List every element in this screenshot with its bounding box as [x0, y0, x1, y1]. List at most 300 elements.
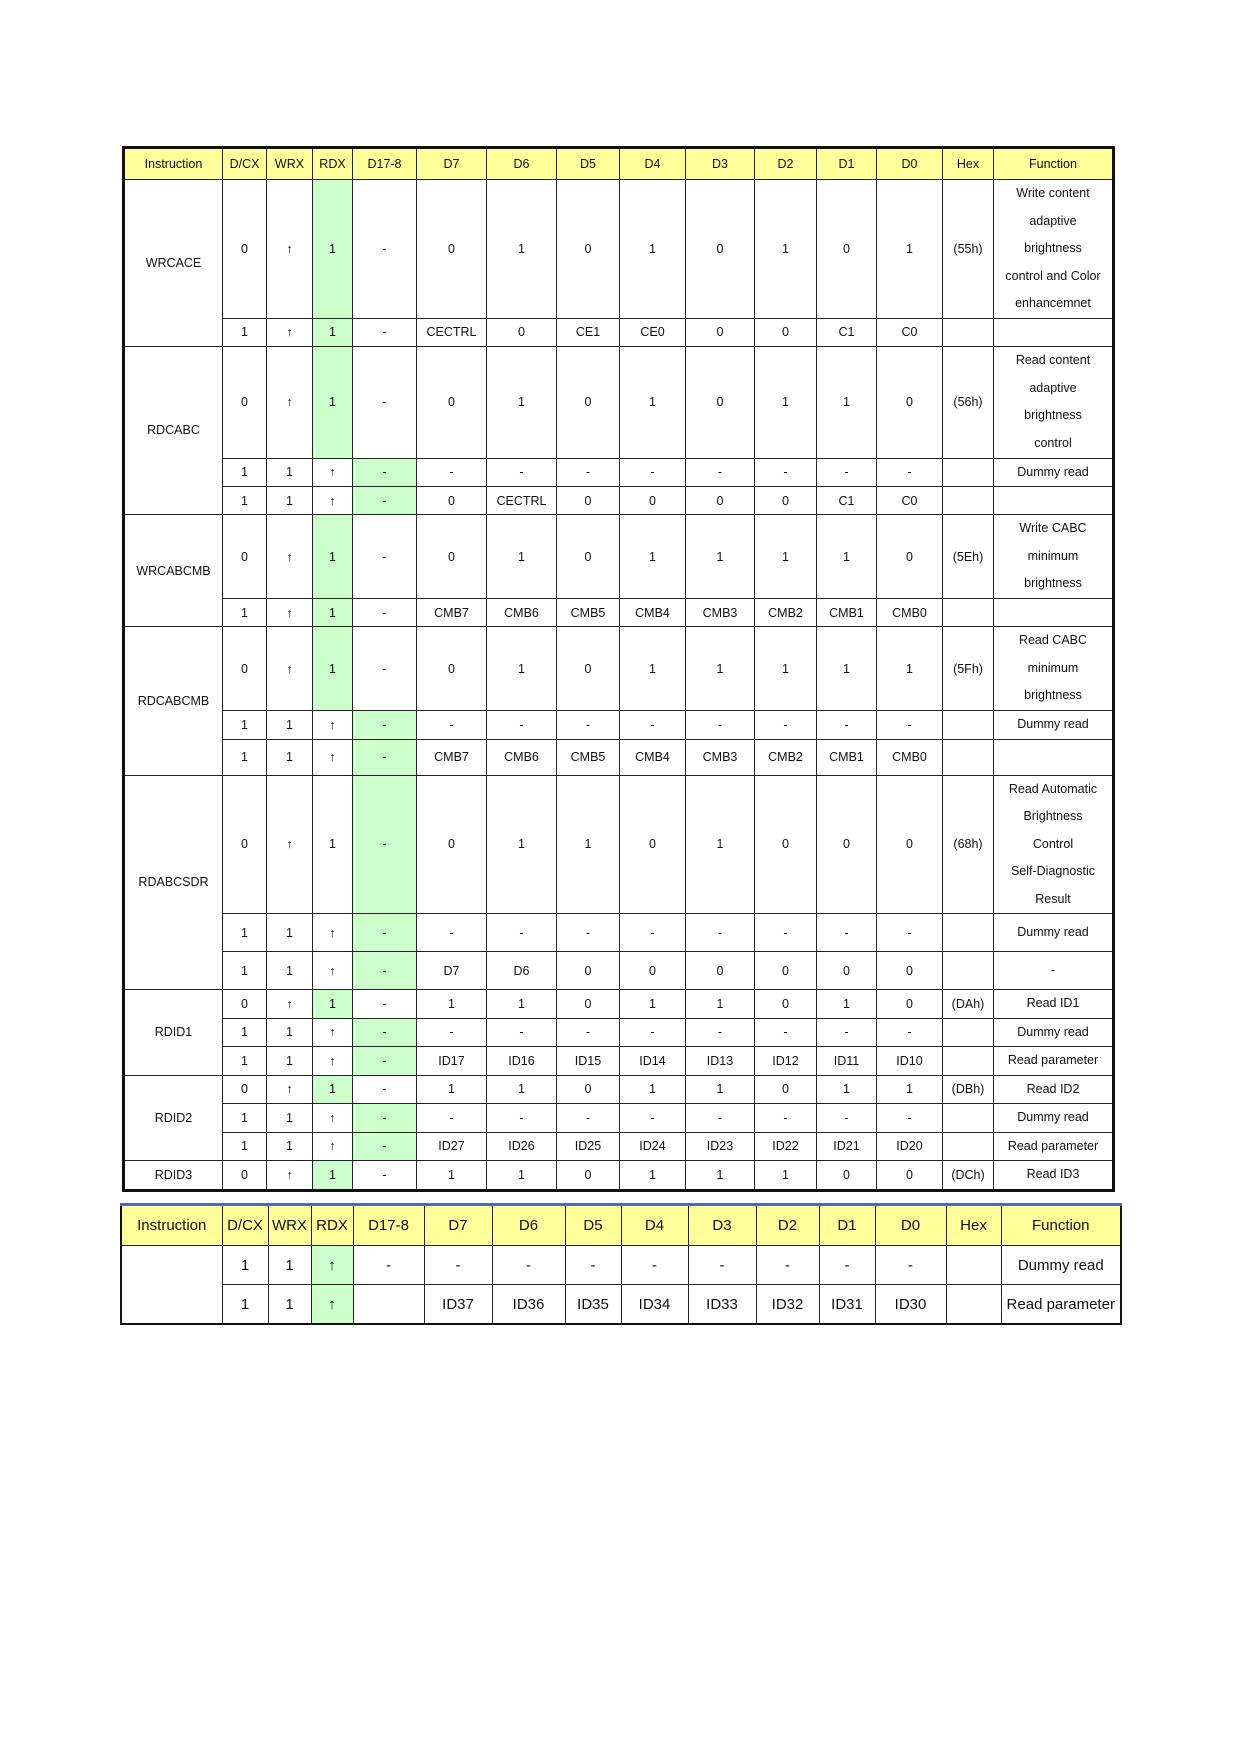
table-cell: 1 [267, 1018, 313, 1047]
table-cell: 1 [268, 1246, 311, 1285]
column-header: RDX [311, 1205, 353, 1246]
table-cell: 1 [268, 1285, 311, 1325]
instruction-cell: RDCABC [124, 346, 223, 515]
table-row [124, 1047, 1114, 1076]
table-cell: - [620, 711, 686, 740]
function-cell: Dummy read [994, 1018, 1114, 1047]
table-cell: - [353, 487, 417, 515]
function-cell: - [994, 952, 1114, 990]
table-cell: - [417, 1104, 487, 1133]
table-cell: 0 [557, 180, 620, 319]
table-cell: 1 [223, 914, 267, 952]
table-cell: 1 [817, 627, 877, 711]
table-cell: 1 [267, 711, 313, 740]
table-cell: ID21 [817, 1132, 877, 1161]
table-cell: 1 [313, 1161, 353, 1191]
table-cell: ↑ [267, 627, 313, 711]
column-header: D0 [877, 148, 943, 180]
table-cell: 1 [267, 458, 313, 487]
table-cell: 1 [223, 1047, 267, 1076]
table-cell: - [620, 1104, 686, 1133]
table-row [124, 487, 1114, 515]
table-cell: 1 [313, 599, 353, 627]
table-cell: CMB7 [417, 599, 487, 627]
table-cell: 0 [223, 775, 267, 914]
table-row [124, 990, 1114, 1019]
column-header: D3 [688, 1205, 756, 1246]
table-cell: - [686, 458, 755, 487]
table-cell: ↑ [313, 952, 353, 990]
table-cell: - [417, 1018, 487, 1047]
table-cell: ID30 [875, 1285, 946, 1325]
table-cell [353, 1285, 424, 1325]
function-cell [994, 318, 1114, 346]
table-cell: - [353, 711, 417, 740]
column-header: Hex [946, 1205, 1001, 1246]
table-cell: 1 [223, 739, 267, 775]
table-cell: - [755, 914, 817, 952]
table-cell: 1 [620, 346, 686, 458]
table-cell: - [353, 952, 417, 990]
table-cell: 1 [755, 627, 817, 711]
function-cell [994, 487, 1114, 515]
table-cell [943, 711, 994, 740]
function-cell: Read parameter [994, 1132, 1114, 1161]
table-cell: CMB1 [817, 739, 877, 775]
table-cell: - [817, 711, 877, 740]
column-header: WRX [267, 148, 313, 180]
table-cell: - [819, 1246, 875, 1285]
table-cell: - [755, 458, 817, 487]
table-cell: 1 [313, 990, 353, 1019]
table-cell: ID34 [621, 1285, 688, 1325]
table-cell: 0 [487, 318, 557, 346]
table-cell [943, 914, 994, 952]
table-cell: ↑ [267, 1161, 313, 1191]
table-cell: 0 [417, 180, 487, 319]
table-cell: ↑ [267, 990, 313, 1019]
table-cell: 1 [417, 1075, 487, 1104]
function-cell: Dummy read [994, 711, 1114, 740]
table-cell: 0 [755, 487, 817, 515]
table-cell: (5Fh) [943, 627, 994, 711]
table-cell: - [817, 1018, 877, 1047]
table-cell: CMB5 [557, 739, 620, 775]
table-cell: ↑ [267, 515, 313, 599]
table-cell: 0 [817, 952, 877, 990]
table-cell: (DAh) [943, 990, 994, 1019]
table-cell: 1 [223, 487, 267, 515]
function-cell: Write content adaptive brightness control and Color enhancemnet [994, 180, 1114, 319]
table-cell [943, 487, 994, 515]
table-cell: ID24 [620, 1132, 686, 1161]
instruction-cell: RDID3 [124, 1161, 223, 1191]
table-cell: - [686, 1018, 755, 1047]
table-cell: 1 [877, 627, 943, 711]
column-header: Instruction [121, 1205, 222, 1246]
table-cell: 0 [557, 990, 620, 1019]
table-cell: 1 [817, 346, 877, 458]
table-cell: - [487, 914, 557, 952]
table-cell: 0 [755, 318, 817, 346]
table-cell: - [877, 1104, 943, 1133]
table-cell: CECTRL [487, 487, 557, 515]
table-cell: CMB6 [487, 599, 557, 627]
table-cell: C1 [817, 318, 877, 346]
function-cell: Read content adaptive brightness control [994, 346, 1114, 458]
table-cell: - [353, 318, 417, 346]
command-table-page [122, 146, 1115, 1192]
table-row [124, 775, 1114, 914]
table-cell: 0 [417, 627, 487, 711]
table-cell: - [353, 1132, 417, 1161]
table-cell: CMB4 [620, 739, 686, 775]
table-cell: 1 [313, 775, 353, 914]
table-cell: 1 [313, 318, 353, 346]
table-cell: 0 [557, 487, 620, 515]
table-cell: 1 [417, 990, 487, 1019]
table-cell: 1 [222, 1285, 268, 1325]
table-cell: 1 [267, 952, 313, 990]
table-cell: ID16 [487, 1047, 557, 1076]
table-cell: 0 [620, 775, 686, 914]
column-header: Hex [943, 148, 994, 180]
column-header: D17-8 [353, 148, 417, 180]
table-cell: CMB1 [817, 599, 877, 627]
table-cell [946, 1246, 1001, 1285]
table-row [124, 1104, 1114, 1133]
table-cell [943, 952, 994, 990]
table-cell: 0 [223, 515, 267, 599]
column-header: D/CX [222, 1205, 268, 1246]
table-cell: 1 [417, 1161, 487, 1191]
function-cell: Dummy read [994, 1104, 1114, 1133]
table-cell: - [755, 1104, 817, 1133]
table-cell: 1 [755, 180, 817, 319]
table-cell: ↑ [267, 318, 313, 346]
table-cell: CMB7 [417, 739, 487, 775]
table-cell: D7 [417, 952, 487, 990]
table-cell: 0 [223, 1075, 267, 1104]
table-row [124, 952, 1114, 990]
column-header: D5 [565, 1205, 621, 1246]
table-cell: ↑ [267, 599, 313, 627]
table-cell: 0 [755, 775, 817, 914]
table-cell: (DBh) [943, 1075, 994, 1104]
table-cell: 1 [620, 990, 686, 1019]
table-cell: 1 [686, 1075, 755, 1104]
table-cell: 1 [223, 1132, 267, 1161]
table-cell: 1 [686, 515, 755, 599]
table-cell: 1 [313, 1075, 353, 1104]
table-cell: 0 [557, 346, 620, 458]
table-cell: ID27 [417, 1132, 487, 1161]
table-cell: 1 [686, 627, 755, 711]
table-cell: 0 [557, 952, 620, 990]
table-cell: 0 [417, 346, 487, 458]
table-cell: ID22 [755, 1132, 817, 1161]
table-cell: CMB4 [620, 599, 686, 627]
table-cell: 1 [267, 1104, 313, 1133]
table-cell: - [417, 914, 487, 952]
table-cell: - [686, 914, 755, 952]
table-cell: 1 [686, 990, 755, 1019]
function-cell: Dummy read [994, 458, 1114, 487]
table-cell: 1 [877, 1075, 943, 1104]
table-cell: (55h) [943, 180, 994, 319]
function-cell [994, 599, 1114, 627]
table-cell: - [875, 1246, 946, 1285]
table-cell: - [353, 599, 417, 627]
table-cell: 0 [686, 318, 755, 346]
column-header: D1 [819, 1205, 875, 1246]
table-cell [943, 599, 994, 627]
table-cell: 0 [877, 346, 943, 458]
table-cell: 1 [313, 180, 353, 319]
column-header: Function [1001, 1205, 1121, 1246]
table-cell: - [877, 914, 943, 952]
table-row [124, 739, 1114, 775]
table-cell: 0 [686, 487, 755, 515]
instruction-cell: RDABCSDR [124, 775, 223, 990]
table-cell: ID26 [487, 1132, 557, 1161]
table-cell: ↑ [313, 1018, 353, 1047]
table-cell: - [353, 1246, 424, 1285]
table-cell: 1 [817, 990, 877, 1019]
function-cell: Dummy read [994, 914, 1114, 952]
table-cell: - [353, 180, 417, 319]
table-cell: ID12 [755, 1047, 817, 1076]
table-cell: 1 [620, 1075, 686, 1104]
table-cell: - [353, 1161, 417, 1191]
column-header: D17-8 [353, 1205, 424, 1246]
column-header: D3 [686, 148, 755, 180]
table-cell: 0 [755, 1075, 817, 1104]
table-cell: ID17 [417, 1047, 487, 1076]
table-cell: 1 [487, 1161, 557, 1191]
table-cell: 0 [755, 990, 817, 1019]
table-cell: 1 [686, 775, 755, 914]
table-cell: CE1 [557, 318, 620, 346]
table-cell: CE0 [620, 318, 686, 346]
table-cell: CMB5 [557, 599, 620, 627]
table-cell: 1 [267, 1047, 313, 1076]
table-cell: 0 [417, 487, 487, 515]
function-cell: Dummy read [1001, 1246, 1121, 1285]
table-cell: - [817, 458, 877, 487]
table-row [124, 599, 1114, 627]
function-cell: Read ID3 [994, 1161, 1114, 1191]
table-cell: 0 [417, 515, 487, 599]
table-cell [943, 1104, 994, 1133]
table-cell: - [620, 914, 686, 952]
column-header: Instruction [124, 148, 223, 180]
table-cell: ID33 [688, 1285, 756, 1325]
table-cell: 0 [817, 1161, 877, 1191]
table-cell: 1 [223, 952, 267, 990]
function-cell: Read Automatic Brightness Control Self-Diagnostic Result [994, 775, 1114, 914]
table-cell: 1 [817, 1075, 877, 1104]
table-cell: 1 [487, 1075, 557, 1104]
table-cell: 1 [223, 1018, 267, 1047]
table-cell: CMB3 [686, 599, 755, 627]
table-cell: 1 [222, 1246, 268, 1285]
function-cell: Write CABC minimum brightness [994, 515, 1114, 599]
table-cell: 1 [487, 180, 557, 319]
table-cell: - [686, 1104, 755, 1133]
table-cell: - [353, 775, 417, 914]
table-cell: 0 [557, 515, 620, 599]
table-cell: 0 [223, 346, 267, 458]
table-cell: - [353, 739, 417, 775]
table-cell: CMB0 [877, 739, 943, 775]
table-cell: 1 [267, 1132, 313, 1161]
column-header: D7 [417, 148, 487, 180]
table-cell: - [756, 1246, 819, 1285]
function-cell: Read CABC minimum brightness [994, 627, 1114, 711]
table-cell: - [353, 990, 417, 1019]
table-cell: 1 [223, 599, 267, 627]
table-cell: ID37 [424, 1285, 492, 1325]
table-cell: (5Eh) [943, 515, 994, 599]
command-table-continuation [120, 1203, 1122, 1325]
table-cell: ↑ [267, 180, 313, 319]
table-cell: - [877, 458, 943, 487]
table-cell: ID36 [492, 1285, 565, 1325]
instruction-cell [121, 1246, 222, 1325]
table-cell: ↑ [313, 914, 353, 952]
table-cell: - [557, 1018, 620, 1047]
table-cell: 1 [487, 990, 557, 1019]
table-cell: ↑ [313, 1104, 353, 1133]
function-cell: Read parameter [1001, 1285, 1121, 1325]
table-cell: C0 [877, 487, 943, 515]
table-cell: 1 [267, 739, 313, 775]
table-cell: - [557, 1104, 620, 1133]
table-cell: 1 [313, 515, 353, 599]
table-cell: - [417, 458, 487, 487]
table-cell: ↑ [313, 487, 353, 515]
table-cell: - [353, 458, 417, 487]
table-row [124, 1075, 1114, 1104]
table-cell: (DCh) [943, 1161, 994, 1191]
table-cell: ID23 [686, 1132, 755, 1161]
table-cell: ID10 [877, 1047, 943, 1076]
table-cell: - [353, 1075, 417, 1104]
table-cell: 0 [620, 487, 686, 515]
table-cell: - [353, 1018, 417, 1047]
table-cell: - [557, 914, 620, 952]
table-row [124, 914, 1114, 952]
column-header: D6 [492, 1205, 565, 1246]
table-cell: 1 [557, 775, 620, 914]
table-cell: 1 [686, 1161, 755, 1191]
table-cell: - [353, 1047, 417, 1076]
table-cell: - [487, 711, 557, 740]
instruction-cell: WRCACE [124, 180, 223, 347]
table-cell: - [557, 711, 620, 740]
table-cell: - [487, 458, 557, 487]
table-row [124, 515, 1114, 599]
table-cell: 1 [877, 180, 943, 319]
column-header: D1 [817, 148, 877, 180]
table-row [121, 1285, 1121, 1325]
table-header-row [124, 148, 1114, 180]
instruction-cell: RDID1 [124, 990, 223, 1076]
table-cell: 0 [223, 180, 267, 319]
table-row [124, 458, 1114, 487]
table-cell [943, 1047, 994, 1076]
function-cell: Read ID1 [994, 990, 1114, 1019]
table-cell: 1 [487, 346, 557, 458]
table-cell: ID20 [877, 1132, 943, 1161]
table-cell: - [353, 914, 417, 952]
table-cell: 1 [620, 515, 686, 599]
table-cell [943, 458, 994, 487]
table-cell: CMB2 [755, 739, 817, 775]
table-cell [946, 1285, 1001, 1325]
column-header: D2 [755, 148, 817, 180]
table-cell: 1 [313, 627, 353, 711]
table-cell: ↑ [313, 1047, 353, 1076]
table-cell: - [877, 1018, 943, 1047]
table-cell: 0 [877, 775, 943, 914]
table-row [124, 346, 1114, 458]
table-cell [943, 739, 994, 775]
table-cell: ID14 [620, 1047, 686, 1076]
table-cell: ↑ [313, 458, 353, 487]
table-cell: - [487, 1018, 557, 1047]
table-cell: CMB3 [686, 739, 755, 775]
table-cell: 0 [686, 346, 755, 458]
table-cell: 0 [877, 990, 943, 1019]
table-cell: 1 [267, 914, 313, 952]
table-cell: 0 [755, 952, 817, 990]
table-cell: 1 [755, 1161, 817, 1191]
table-cell: 1 [755, 515, 817, 599]
table-cell: - [817, 914, 877, 952]
column-header: D6 [487, 148, 557, 180]
table-cell: - [353, 346, 417, 458]
table-cell: 0 [686, 952, 755, 990]
instruction-cell: RDCABCMB [124, 627, 223, 776]
table-cell: 0 [223, 627, 267, 711]
table-cell: 1 [620, 627, 686, 711]
table-cell: 1 [755, 346, 817, 458]
table-cell: ID13 [686, 1047, 755, 1076]
table-row [124, 627, 1114, 711]
table-cell: ↑ [313, 711, 353, 740]
table-cell: - [487, 1104, 557, 1133]
table-cell: 1 [620, 1161, 686, 1191]
table-cell: - [686, 711, 755, 740]
table-cell: - [565, 1246, 621, 1285]
column-header: Function [994, 148, 1114, 180]
table-cell: ↑ [313, 1132, 353, 1161]
table-cell: - [417, 711, 487, 740]
table-cell: - [755, 711, 817, 740]
column-header: D/CX [223, 148, 267, 180]
table-cell: 0 [817, 180, 877, 319]
table-cell: 0 [557, 627, 620, 711]
table-cell: ↑ [311, 1246, 353, 1285]
table-cell: - [755, 1018, 817, 1047]
table-cell: 0 [817, 775, 877, 914]
table-cell: 1 [487, 775, 557, 914]
table-cell: ↑ [311, 1285, 353, 1325]
table-cell: 0 [417, 775, 487, 914]
table-cell: - [688, 1246, 756, 1285]
